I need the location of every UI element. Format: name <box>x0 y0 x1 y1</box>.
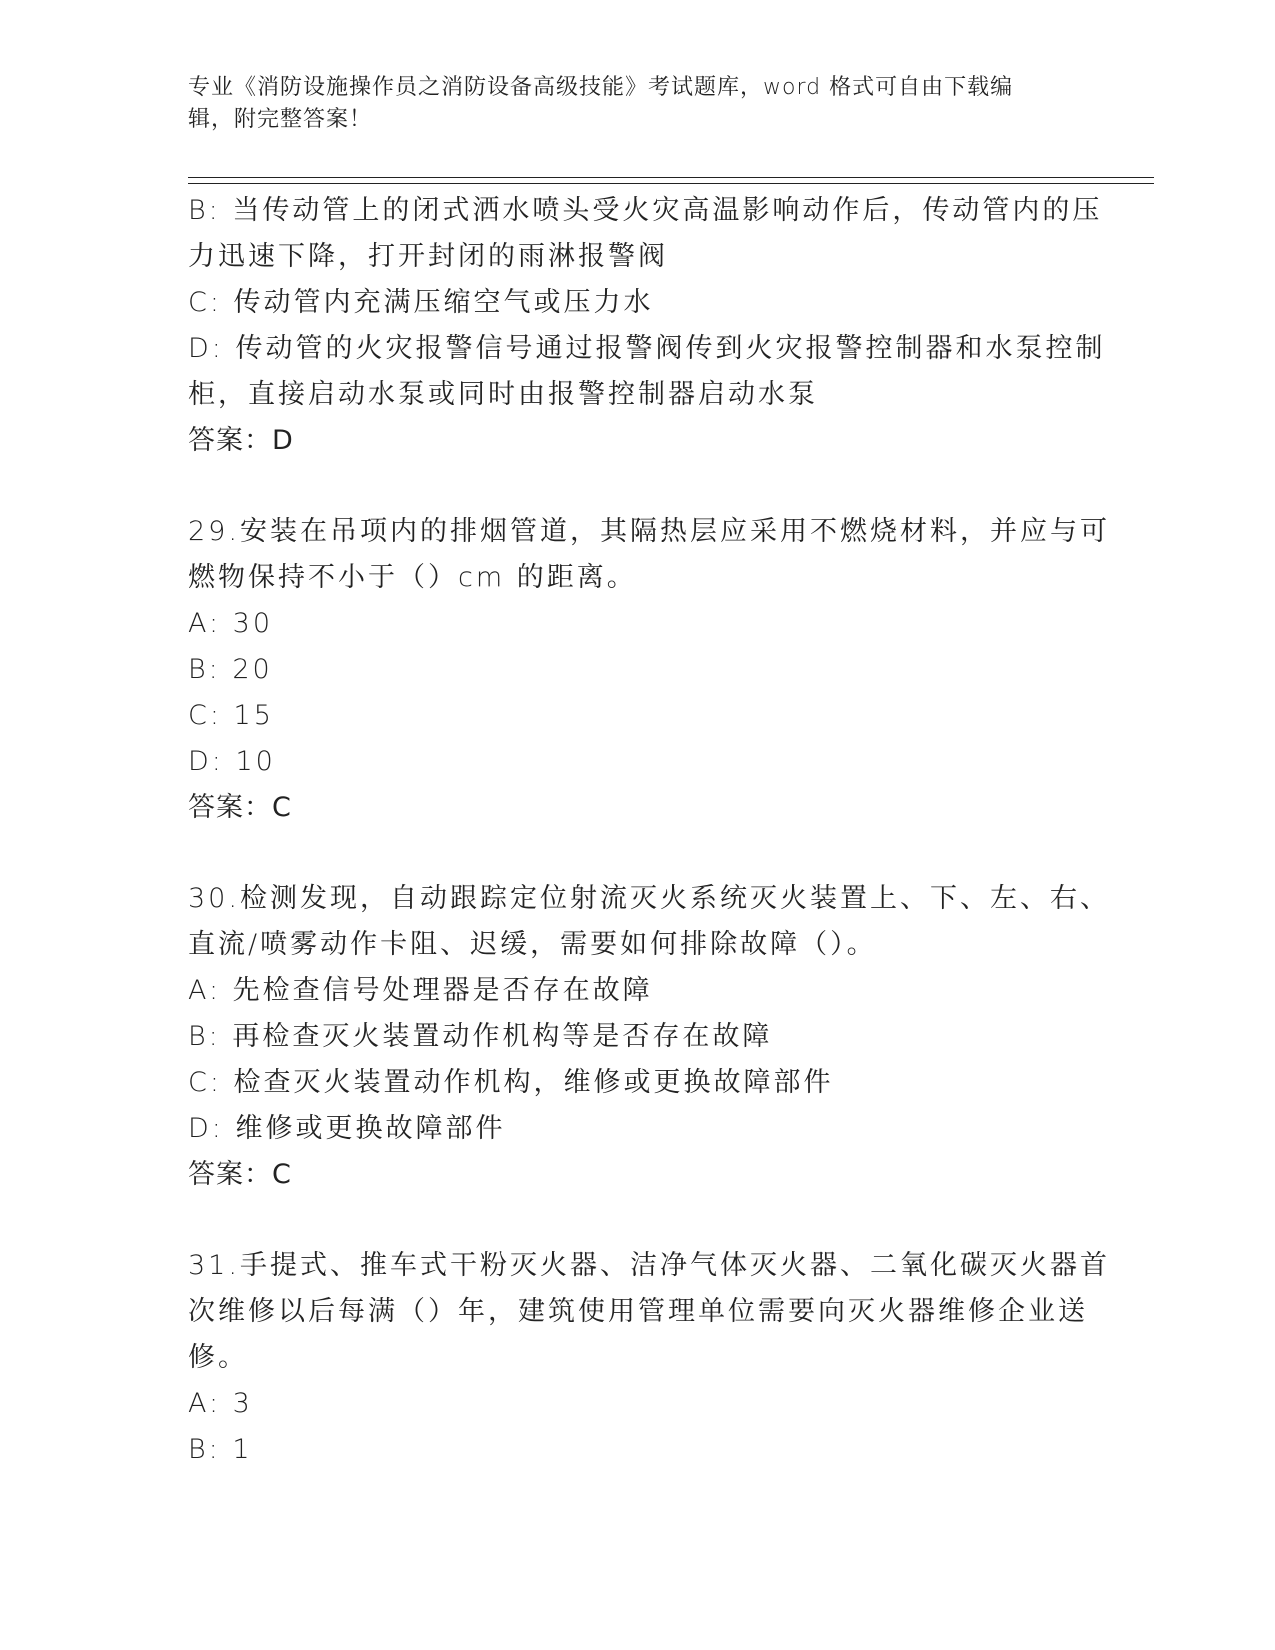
option-d: D: 维修或更换故障部件 <box>188 1113 506 1144</box>
question-spacer <box>188 464 1088 509</box>
option-b: B: 20 <box>188 654 273 685</box>
option-d-continued: 柜，直接启动水泵或同时由报警控制器启动水泵 <box>188 379 818 410</box>
option-c: C: 传动管内充满压缩空气或压力水 <box>188 287 654 318</box>
option-d: D: 10 <box>188 746 276 777</box>
question-list <box>188 188 1110 1473</box>
option-b-continued: 力迅速下降，打开封闭的雨淋报警阀 <box>188 241 668 272</box>
header-divider-top <box>188 177 1154 178</box>
option-a: A: 3 <box>188 1388 253 1419</box>
question-29 <box>188 509 1110 831</box>
answer-label: 答案：C <box>188 1159 292 1190</box>
option-c: C: 15 <box>188 700 274 731</box>
question-spacer <box>188 1198 1088 1243</box>
question-31 <box>188 1243 1110 1473</box>
header-line-1: 专业《消防设施操作员之消防设备高级技能》考试题库，word 格式可自由下载编 <box>188 75 1014 100</box>
option-c: C: 检查灭火装置动作机构，维修或更换故障部件 <box>188 1067 834 1098</box>
option-b: B: 当传动管上的闭式洒水喷头受火灾高温影响动作后，传动管内的压 <box>188 195 1103 226</box>
question-stem: 29.安装在吊项内的排烟管道，其隔热层应采用不燃烧材料，并应与可 <box>188 516 1110 547</box>
document-header <box>188 72 1068 136</box>
question-stem: 31.手提式、推车式干粉灭火器、洁净气体灭火器、二氧化碳灭火器首 <box>188 1250 1110 1281</box>
option-b: B: 再检查灭火装置动作机构等是否存在故障 <box>188 1021 773 1052</box>
question-stem-continued: 次维修以后每满（）年，建筑使用管理单位需要向灭火器维修企业送 <box>188 1296 1088 1327</box>
option-a: A: 先检查信号处理器是否存在故障 <box>188 975 653 1006</box>
header-line-2: 辑，附完整答案！ <box>188 107 373 132</box>
answer-label: 答案：C <box>188 792 292 823</box>
question-stem-continued: 燃物保持不小于（）cm 的距离。 <box>188 562 637 593</box>
option-b: B: 1 <box>188 1434 253 1465</box>
option-a: A: 30 <box>188 608 274 639</box>
question-stem-continued-2: 修。 <box>188 1342 248 1373</box>
option-d: D: 传动管的火灾报警信号通过报警阀传到火灾报警控制器和水泵控制 <box>188 333 1106 364</box>
question-30 <box>188 876 1110 1198</box>
header-divider-bottom <box>188 183 1154 184</box>
question-stem: 30.检测发现，自动跟踪定位射流灭火系统灭火装置上、下、左、右、 <box>188 883 1110 914</box>
question-stem-continued: 直流/喷雾动作卡阻、迟缓，需要如何排除故障（）。 <box>188 929 877 960</box>
answer-label: 答案：D <box>188 425 294 456</box>
question-28 <box>188 188 1106 464</box>
question-spacer <box>188 831 1088 876</box>
